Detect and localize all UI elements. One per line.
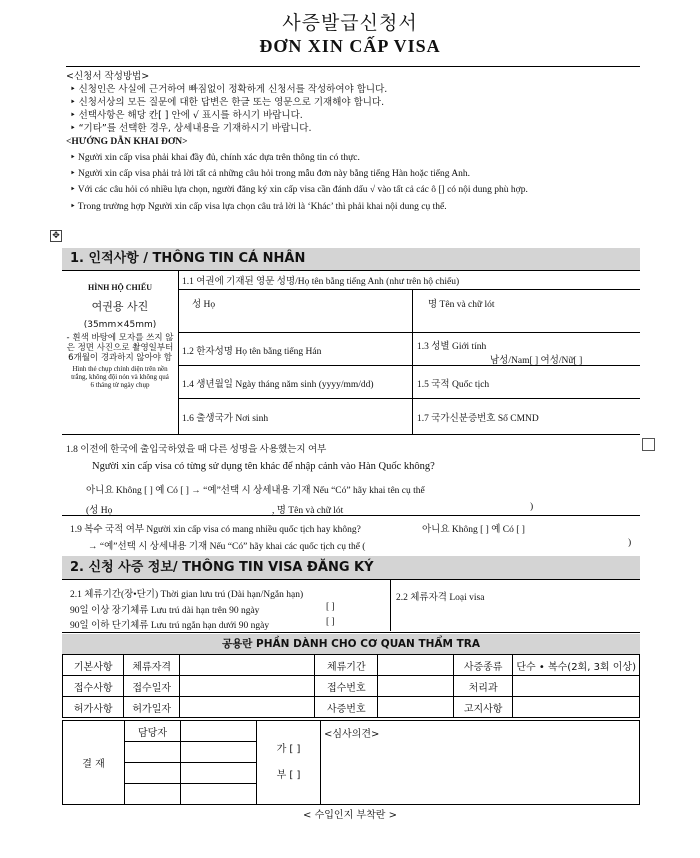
given-name-field[interactable]: 명 Tên và chữ lót (428, 300, 495, 310)
visa-type-field[interactable]: 2.2 체류자격 Loại visa (396, 593, 485, 603)
other-surname-field[interactable]: (성 Họ (86, 506, 113, 516)
short-stay-checkbox[interactable]: [ ] (326, 617, 335, 627)
other-name-options[interactable]: 아니요 Không [ ] 예 Có [ ] → “예”선택 시 상세내용 기재 Nếu “Có” hãy khai tên cụ thể (86, 486, 425, 496)
instruction-item: ‣ Người xin cấp visa phải khai đầy đủ, chính xác dựa trên thông tin có thực. (70, 153, 360, 163)
table-cell[interactable] (513, 676, 640, 697)
passport-photo-box[interactable] (64, 283, 176, 389)
field-divider (390, 579, 391, 631)
instruction-item: ‣ 신청서상의 모든 질문에 대한 답변은 한글 또는 영문으로 기재해야 합니다. (70, 97, 385, 108)
instruction-item: ‣ 선택사항은 해당 칸[ ] 안에 √ 표시를 하시기 바랍니다. (70, 110, 303, 121)
photo-label-vi: HÌNH HỘ CHIẾU (87, 283, 152, 292)
short-stay-option[interactable]: 90일 이하 단기체류 Lưu trú ngắn hạn dưới 90 ngày (70, 621, 270, 631)
officer-label: 담당자 (125, 721, 181, 742)
form-title-korean: 사증발급신청서 (282, 12, 418, 34)
birthdate-field[interactable]: 1.4 생년월일 Ngày tháng năm sinh (yyyy/mm/dd) (182, 380, 374, 390)
photo-note-ko: - 흰색 바탕에 모자를 쓰지 않은 정면 사진으로 촬영일부터 6개월이 경과하지 않아야 함 (66, 333, 174, 363)
approval-table (62, 720, 640, 805)
table-row (63, 676, 640, 697)
photo-note-vi: Hình thẻ chụp chính diện trên nền trắng, không đội nón và không quá 6 tháng từ ngày chụp (71, 365, 169, 389)
paren-close: ) (530, 502, 534, 512)
table-cell[interactable] (513, 697, 640, 718)
instruction-item: ‣ “기타”를 선택한 경우, 상세내용을 기재하시기 바랍니다. (70, 123, 312, 134)
table-cell: 사증번호 (315, 697, 378, 718)
birthplace-field[interactable]: 1.6 출생국가 Nơi sinh (182, 414, 269, 424)
instructions-ko-heading: <신청서 작성방법> (66, 71, 150, 82)
field-1-9-label: 1.9 복수 국적 여부 Người xin cấp visa có mang nhiều quốc tịch hay không? (70, 525, 361, 535)
approve-option[interactable]: 가 [ ] (276, 743, 301, 755)
move-handle-icon[interactable]: ✥ (50, 230, 62, 242)
instructions-vi-heading: <HƯỚNG DẪN KHAI ĐƠN> (66, 137, 188, 147)
long-stay-checkbox[interactable]: [ ] (326, 602, 335, 612)
field-divider (178, 332, 640, 333)
nationality-field[interactable]: 1.5 국적 Quốc tịch (417, 380, 490, 390)
approval-cell[interactable] (181, 742, 257, 763)
table-cell: 체류기간 (315, 655, 378, 676)
section1-heading: 1. 인적사항 / THÔNG TIN CÁ NHÂN (62, 248, 640, 270)
long-stay-option[interactable]: 90일 이상 장기체류 Lưu trú dài hạn trên 90 ngày (70, 606, 260, 616)
approval-cell[interactable] (181, 721, 257, 742)
table-cell[interactable] (180, 676, 315, 697)
table-cell[interactable] (378, 697, 453, 718)
instruction-item: ‣ Người xin cấp visa phải trả lời tất cả những câu hỏi trong mẫu đơn này bằng tiếng Hàn hoặc tiếng Anh. (70, 169, 471, 179)
table-row (63, 721, 640, 742)
table-cell: 사증종류 (453, 655, 513, 676)
instructions-vietnamese (66, 136, 646, 214)
table-cell[interactable] (378, 676, 453, 697)
surname-field[interactable]: 성 Họ (192, 300, 216, 310)
table-cell: 접수일자 (124, 676, 180, 697)
field-divider (178, 289, 640, 290)
approval-cell[interactable] (125, 742, 181, 763)
photo-label-ko: 여권용 사진 (91, 300, 149, 313)
approval-cell[interactable] (125, 763, 181, 784)
reject-option[interactable]: 부 [ ] (276, 769, 301, 781)
decision-cell[interactable] (257, 721, 321, 805)
table-cell: 기본사항 (63, 655, 124, 676)
multi-nationality-options[interactable]: 아니요 Không [ ] 예 Có [ ] (422, 525, 525, 535)
field-divider (62, 515, 640, 516)
instruction-item: ‣ 신청인은 사실에 근거하여 빠짐없이 정확하게 신청서를 작성하여야 합니다. (70, 84, 388, 95)
section2-heading: 2. 신청 사증 정보/ THÔNG TIN VISA ĐĂNG KÝ (62, 556, 640, 579)
table-row (63, 697, 640, 718)
instructions-korean (66, 70, 646, 135)
field-1-8-label: 1.8 이전에 한국에 출입국하였을 때 다른 성명을 사용했는지 여부 (66, 445, 327, 455)
gender-label: 1.3 성별 Giới tính (417, 342, 487, 352)
table-cell[interactable] (378, 655, 453, 676)
section2-heading-line (62, 579, 640, 580)
approval-label: 결 재 (63, 721, 125, 805)
title-divider (66, 66, 640, 67)
table-cell: 접수사항 (63, 676, 124, 697)
table-cell[interactable] (180, 697, 315, 718)
other-given-name-field[interactable]: , 명 Tên và chữ lót (272, 506, 344, 516)
multi-nationality-detail[interactable]: → “예”선택 시 상세내용 기재 Nếu “Có” hãy khai các quốc tịch cụ thể ( (88, 542, 366, 552)
instruction-item: ‣ Trong trường hợp Người xin cấp visa lựa chọn câu trả lời là ‘Khác’ thì phải khai nội dung cụ thể. (70, 202, 447, 212)
field-1-1-label: 1.1 여권에 기재된 영문 성명/Họ tên bằng tiếng Anh (như trên hộ chiếu) (182, 277, 460, 287)
approval-cell[interactable] (181, 784, 257, 805)
table-row (63, 655, 640, 676)
approval-cell[interactable] (181, 763, 257, 784)
photo-size: (35mm×45mm) (83, 320, 157, 330)
office-heading: 공용란 PHẦN DÀNH CHO CƠ QUAN THẨM TRA (62, 634, 640, 654)
field-1-8-question: Người xin cấp visa có từng sử dụng tên khác để nhập cảnh vào Hàn Quốc không? (92, 461, 435, 472)
table-cell: 고지사항 (453, 697, 513, 718)
paren-close: ) (628, 538, 632, 548)
table-cell[interactable]: 단수 • 복수(2회, 3회 이상) (513, 655, 640, 676)
chinese-name-field[interactable]: 1.2 한자성명 Họ tên bằng tiếng Hán (182, 347, 322, 357)
form-title-vietnamese: ĐƠN XIN CẤP VISA (259, 36, 441, 56)
table-cell: 접수번호 (315, 676, 378, 697)
stay-period-label: 2.1 체류기간(장•단기) Thời gian lưu trú (Dài hạn/Ngắn hạn) (70, 590, 304, 600)
instruction-item: ‣ Với các câu hỏi có nhiều lựa chọn, người đăng ký xin cấp visa cần đánh dấu √ vào tất cả các ô [] có nội dung phù hợp. (70, 185, 528, 195)
table-cell: 체류자격 (124, 655, 180, 676)
field-divider (62, 434, 640, 435)
office-top-line (62, 632, 640, 633)
table-cell: 처리과 (453, 676, 513, 697)
gender-options[interactable]: 남성/Nam[ ] 여성/Nữ[ ] (490, 356, 583, 366)
table-cell: 허가사항 (63, 697, 124, 718)
section1-heading-line (62, 270, 640, 271)
photo-border (178, 270, 179, 434)
table-cell: 허가일자 (124, 697, 180, 718)
field-divider (412, 289, 413, 434)
review-opinion[interactable]: <심사의견> (321, 721, 640, 805)
office-table (62, 654, 640, 718)
id-number-field[interactable]: 1.7 국가신분증번호 Số CMND (417, 414, 539, 424)
checkbox[interactable] (642, 438, 655, 451)
stamp-area-label: < 수입인지 부착란 > (303, 810, 397, 821)
approval-cell[interactable] (125, 784, 181, 805)
table-cell[interactable] (180, 655, 315, 676)
field-divider (178, 398, 640, 399)
